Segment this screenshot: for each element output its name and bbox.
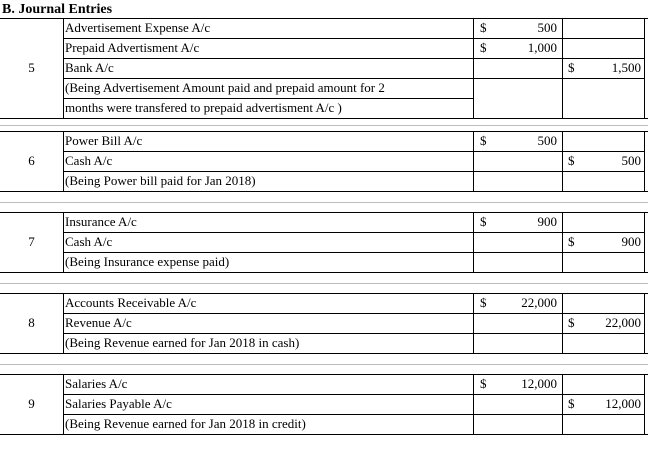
- entry-number: 7: [28, 234, 35, 249]
- entry-number: 9: [28, 396, 35, 411]
- debit-amount: 500: [537, 20, 557, 35]
- account-name: Advertisement Expense A/c: [65, 20, 211, 35]
- narration: (Being Insurance expense paid): [65, 254, 230, 269]
- grid-line: [562, 212, 563, 272]
- credit-amount: 500: [621, 153, 641, 168]
- account-name: Power Bill A/c: [65, 133, 143, 148]
- debit-currency: $: [480, 214, 487, 229]
- account-name: Cash A/c: [65, 153, 113, 168]
- grid-line: [63, 18, 64, 118]
- grid-line: [63, 212, 64, 272]
- entry-number: 8: [28, 315, 35, 330]
- narration: months were transfered to prepaid advertisment A/c ): [65, 100, 342, 115]
- account-name: Revenue A/c: [65, 315, 132, 330]
- debit-amount: 12,000: [521, 376, 557, 391]
- grid-line: [63, 38, 644, 39]
- grid-line: [63, 252, 644, 253]
- grid-line: [63, 414, 644, 415]
- account-name: Cash A/c: [65, 234, 113, 249]
- debit-currency: $: [480, 295, 487, 310]
- grid-line: [0, 212, 648, 213]
- grid-line: [562, 374, 563, 434]
- grid-line: [0, 191, 648, 192]
- grid-line: [0, 374, 648, 375]
- grid-line: [63, 333, 644, 334]
- grid-line: [63, 171, 644, 172]
- grid-line: [0, 353, 648, 354]
- grid-line: [0, 293, 648, 294]
- entry-number: 6: [28, 153, 35, 168]
- grid-line: [473, 131, 474, 191]
- narration: (Being Advertisement Amount paid and prepaid amount for 2: [65, 80, 385, 95]
- account-name: Prepaid Advertisment A/c: [65, 40, 200, 55]
- grid-line: [644, 18, 645, 118]
- narration: (Being Revenue earned for Jan 2018 in cash): [65, 335, 300, 350]
- credit-amount: 900: [621, 234, 641, 249]
- grid-line: [562, 18, 563, 118]
- grid-line: [473, 374, 474, 434]
- section-title: B. Journal Entries: [2, 2, 113, 17]
- account-name: Insurance A/c: [65, 214, 137, 229]
- grid-line: [0, 283, 648, 284]
- grid-line: [0, 118, 648, 119]
- grid-line: [0, 434, 648, 435]
- debit-amount: 22,000: [521, 295, 557, 310]
- grid-line: [562, 293, 563, 353]
- grid-line: [63, 78, 644, 79]
- grid-line: [644, 374, 645, 434]
- credit-amount: 12,000: [605, 396, 641, 411]
- credit-currency: $: [568, 315, 575, 330]
- debit-amount: 900: [537, 214, 557, 229]
- account-name: Bank A/c: [65, 60, 114, 75]
- grid-line: [63, 151, 644, 152]
- credit-currency: $: [568, 153, 575, 168]
- grid-line: [644, 293, 645, 353]
- grid-line: [63, 313, 644, 314]
- credit-amount: 22,000: [605, 315, 641, 330]
- grid-line: [644, 131, 645, 191]
- grid-line: [63, 98, 473, 99]
- grid-line: [63, 131, 64, 191]
- credit-amount: 1,500: [611, 60, 641, 75]
- grid-line: [0, 272, 648, 273]
- debit-currency: $: [480, 20, 487, 35]
- account-name: Salaries A/c: [65, 376, 128, 391]
- grid-line: [63, 232, 644, 233]
- account-name: Salaries Payable A/c: [65, 396, 172, 411]
- grid-line: [63, 394, 644, 395]
- narration: (Being Power bill paid for Jan 2018): [65, 173, 256, 188]
- grid-line: [0, 131, 648, 132]
- credit-currency: $: [568, 60, 575, 75]
- grid-line: [473, 212, 474, 272]
- grid-line: [0, 125, 648, 126]
- grid-line: [644, 212, 645, 272]
- grid-line: [473, 18, 474, 118]
- grid-line: [63, 293, 64, 353]
- grid-line: [562, 131, 563, 191]
- entry-number: 5: [28, 60, 35, 75]
- narration: (Being Revenue earned for Jan 2018 in credit): [65, 416, 306, 431]
- credit-currency: $: [568, 234, 575, 249]
- debit-amount: 500: [537, 133, 557, 148]
- grid-line: [0, 202, 648, 203]
- grid-line: [63, 374, 64, 434]
- debit-currency: $: [480, 376, 487, 391]
- credit-currency: $: [568, 396, 575, 411]
- account-name: Accounts Receivable A/c: [65, 295, 197, 310]
- debit-amount: 1,000: [527, 40, 557, 55]
- debit-currency: $: [480, 40, 487, 55]
- grid-line: [0, 364, 648, 365]
- debit-currency: $: [480, 133, 487, 148]
- grid-line: [63, 58, 644, 59]
- grid-line: [0, 18, 648, 19]
- grid-line: [473, 293, 474, 353]
